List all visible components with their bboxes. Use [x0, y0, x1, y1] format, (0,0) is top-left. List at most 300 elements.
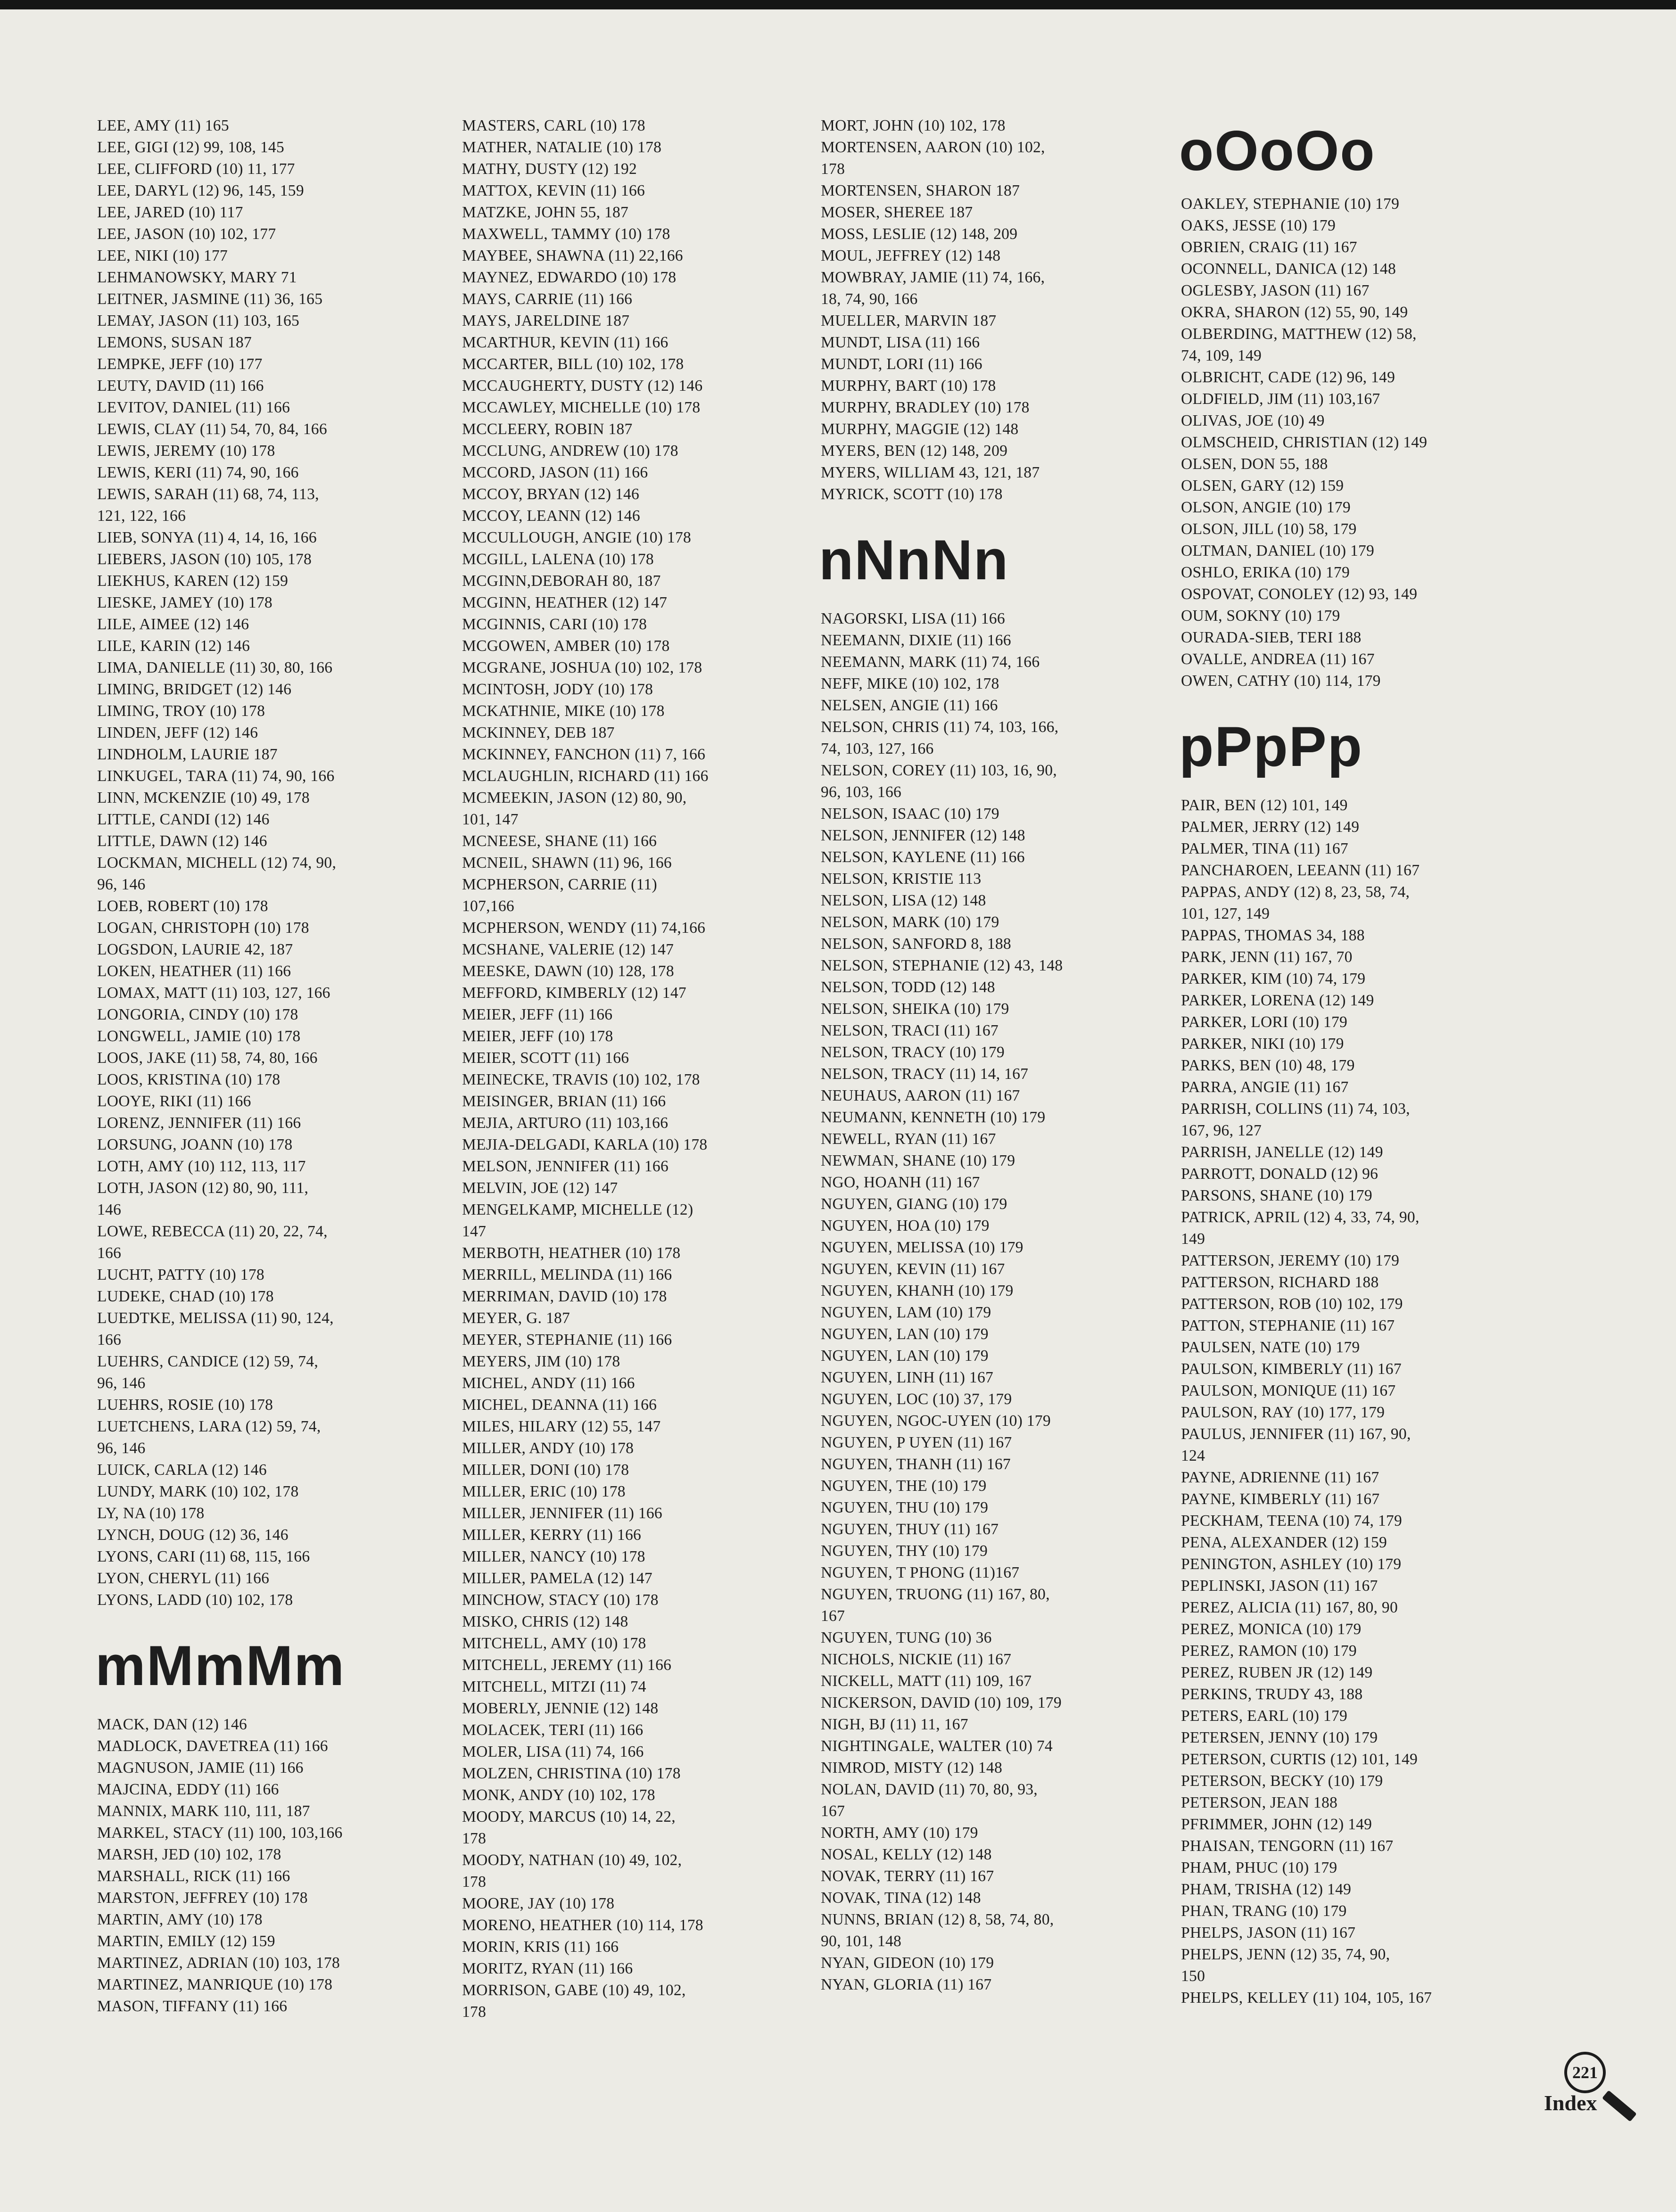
index-entry: MUNDT, LORI (11) 166 — [821, 355, 982, 373]
index-entry: MEJIA-DELGADI, KARLA (10) 178 — [462, 1136, 708, 1153]
index-entry: NGUYEN, KHANH (10) 179 — [821, 1282, 1014, 1299]
index-entry: PAULSON, KIMBERLY (11) 167 — [1181, 1360, 1402, 1378]
index-entry: LOOYE, RIKI (11) 166 — [97, 1093, 251, 1110]
index-entry: NICKELL, MATT (11) 109, 167 — [821, 1672, 1032, 1690]
index-entry: MCINTOSH, JODY (10) 178 — [462, 681, 653, 698]
index-entry: MERRIMAN, DAVID (10) 178 — [462, 1288, 667, 1305]
index-entry: LOTH, JASON (12) 80, 90, 111, 146 — [97, 1179, 309, 1218]
index-entry: PHELPS, KELLEY (11) 104, 105, 167 — [1181, 1989, 1432, 2006]
index-entry: MICHEL, DEANNA (11) 166 — [462, 1396, 657, 1414]
index-entry: LINDEN, JEFF (12) 146 — [97, 724, 258, 741]
index-entry: MISKO, CHRIS (12) 148 — [462, 1613, 628, 1630]
index-entry: NOVAK, TERRY (11) 167 — [821, 1867, 994, 1885]
index-entry: LIESKE, JAMEY (10) 178 — [97, 594, 272, 611]
index-entry: LEE, CLIFFORD (10) 11, 177 — [97, 160, 295, 178]
index-entry: NELSON, TRACY (11) 14, 167 — [821, 1065, 1029, 1083]
index-entry: MCCLEERY, ROBIN 187 — [462, 420, 633, 438]
index-entry: MOUL, JEFFREY (12) 148 — [821, 247, 1001, 264]
index-entry: PEREZ, RUBEN JR (12) 149 — [1181, 1664, 1373, 1681]
letter-heading-n: nNnNn — [819, 528, 1009, 592]
index-entry: MYERS, BEN (12) 148, 209 — [821, 442, 1008, 460]
index-entry: MOODY, MARCUS (10) 14, 22, 178 — [462, 1808, 676, 1847]
index-entry: NGUYEN, NGOC-UYEN (10) 179 — [821, 1412, 1051, 1430]
index-entry: LONGORIA, CINDY (10) 178 — [97, 1006, 298, 1023]
index-entry: MATTOX, KEVIN (11) 166 — [462, 182, 645, 199]
page-number-magnifier-icon — [1564, 2052, 1606, 2093]
entries-n — [821, 608, 1179, 1996]
index-entry: PENA, ALEXANDER (12) 159 — [1181, 1534, 1387, 1551]
index-entry: MCSHANE, VALERIE (12) 147 — [462, 941, 674, 958]
index-entry: NELSON, COREY (11) 103, 16, 90, 96, 103, 166 — [821, 762, 1057, 801]
index-entry: LIMING, TROY (10) 178 — [97, 702, 265, 720]
index-entry: MCPHERSON, WENDY (11) 74,166 — [462, 919, 706, 937]
index-entry: NICHOLS, NICKIE (11) 167 — [821, 1651, 1012, 1668]
index-entry: PECKHAM, TEENA (10) 74, 179 — [1181, 1512, 1403, 1529]
index-entry: PAPPAS, ANDY (12) 8, 23, 58, 74, 101, 127, 149 — [1181, 883, 1410, 922]
index-entry: MAJCINA, EDDY (11) 166 — [97, 1781, 279, 1798]
index-entry: PENINGTON, ASHLEY (10) 179 — [1181, 1555, 1402, 1573]
index-entry: PARRISH, COLLINS (11) 74, 103, 167, 96, 127 — [1181, 1100, 1410, 1139]
index-entry: MITCHELL, MITZI (11) 74 — [462, 1678, 646, 1695]
index-entry: MILLER, JENNIFER (11) 166 — [462, 1505, 662, 1522]
index-entry: MEFFORD, KIMBERLY (12) 147 — [462, 984, 686, 1002]
index-entry: MARTIN, AMY (10) 178 — [97, 1911, 263, 1928]
index-entry: LOCKMAN, MICHELL (12) 74, 90, 96, 146 — [97, 854, 337, 893]
index-entry: NYAN, GIDEON (10) 179 — [821, 1954, 994, 1972]
entries-m — [97, 1714, 455, 2017]
index-entry: MEINECKE, TRAVIS (10) 102, 178 — [462, 1071, 700, 1088]
index-entry: LEWIS, JEREMY (10) 178 — [97, 442, 275, 460]
index-entry: LOWE, REBECCA (11) 20, 22, 74, 166 — [97, 1223, 328, 1262]
index-entry: PEREZ, MONICA (10) 179 — [1181, 1620, 1362, 1638]
index-entry: LEE, DARYL (12) 96, 145, 159 — [97, 182, 304, 199]
index-entry: PHAISAN, TENGORN (11) 167 — [1181, 1837, 1394, 1855]
index-entry: LEMAY, JASON (11) 103, 165 — [97, 312, 300, 329]
index-entry: PAULSEN, NATE (10) 179 — [1181, 1339, 1360, 1356]
index-entry: MEYERS, JIM (10) 178 — [462, 1353, 620, 1370]
index-entry: MONK, ANDY (10) 102, 178 — [462, 1786, 655, 1804]
index-entry: LUDEKE, CHAD (10) 178 — [97, 1288, 274, 1305]
entries-m-end — [821, 115, 1179, 505]
index-entry: LYONS, LADD (10) 102, 178 — [97, 1591, 293, 1609]
index-entry: OSPOVAT, CONOLEY (12) 93, 149 — [1181, 585, 1418, 603]
index-entry: MURPHY, MAGGIE (12) 148 — [821, 420, 1019, 438]
index-entry: OLIVAS, JOE (10) 49 — [1181, 412, 1325, 429]
index-entry: MERBOTH, HEATHER (10) 178 — [462, 1244, 681, 1262]
index-entry: MARKEL, STACY (11) 100, 103,166 — [97, 1824, 343, 1842]
index-entry: LYON, CHERYL (11) 166 — [97, 1570, 270, 1587]
index-entry: NGUYEN, LINH (11) 167 — [821, 1369, 994, 1386]
index-entry: LEE, NIKI (10) 177 — [97, 247, 228, 264]
index-entry: NEEMANN, DIXIE (11) 166 — [821, 632, 1011, 649]
index-entry: NELSON, MARK (10) 179 — [821, 913, 999, 931]
top-edge-bar — [0, 0, 1676, 9]
index-entry: LUICK, CARLA (12) 146 — [97, 1461, 267, 1479]
index-entry: MEJIA, ARTURO (11) 103,166 — [462, 1114, 669, 1132]
index-entry: MCGILL, LALENA (10) 178 — [462, 551, 654, 568]
index-entry: MINCHOW, STACY (10) 178 — [462, 1591, 659, 1609]
index-entry: LOOS, KRISTINA (10) 178 — [97, 1071, 281, 1088]
index-entry: MEYER, STEPHANIE (11) 166 — [462, 1331, 672, 1349]
index-entry: LOGAN, CHRISTOPH (10) 178 — [97, 919, 309, 937]
index-entry: MCNEESE, SHANE (11) 166 — [462, 832, 657, 850]
index-entry: MORIN, KRIS (11) 166 — [462, 1938, 619, 1956]
index-entry: LIEKHUS, KAREN (12) 159 — [97, 572, 289, 590]
index-entry: MAYS, CARRIE (11) 166 — [462, 290, 633, 308]
index-entry: PATTERSON, ROB (10) 102, 179 — [1181, 1295, 1403, 1313]
index-entry: LEMONS, SUSAN 187 — [97, 334, 252, 351]
index-entry: MOLACEK, TERI (11) 166 — [462, 1721, 644, 1739]
index-entry: PATRICK, APRIL (12) 4, 33, 74, 90, 149 — [1181, 1209, 1420, 1248]
index-entry: LYONS, CARI (11) 68, 115, 166 — [97, 1548, 310, 1565]
index-entry: NELSON, JENNIFER (12) 148 — [821, 827, 1025, 844]
index-entry: PARKER, LORENA (12) 149 — [1181, 992, 1374, 1009]
letter-heading-p: pPpPp — [1179, 715, 1363, 778]
index-entry: LONGWELL, JAMIE (10) 178 — [97, 1028, 301, 1045]
index-entry: PARKS, BEN (10) 48, 179 — [1181, 1057, 1355, 1074]
index-entry: MCGINN, HEATHER (12) 147 — [462, 594, 668, 611]
index-entry: NGUYEN, GIANG (10) 179 — [821, 1195, 1007, 1213]
index-entry: NICKERSON, DAVID (10) 109, 179 — [821, 1694, 1062, 1711]
index-entry: LEVITOV, DANIEL (11) 166 — [97, 399, 290, 416]
index-entry: PATTON, STEPHANIE (11) 167 — [1181, 1317, 1395, 1334]
index-entry: MITCHELL, AMY (10) 178 — [462, 1635, 646, 1652]
index-entry: PETERS, EARL (10) 179 — [1181, 1707, 1348, 1725]
index-entry: MILLER, ERIC (10) 178 — [462, 1483, 626, 1500]
index-entry: OLMSCHEID, CHRISTIAN (12) 149 — [1181, 434, 1428, 451]
index-entry: NIGH, BJ (11) 11, 167 — [821, 1716, 968, 1733]
index-entry: PARKER, NIKI (10) 179 — [1181, 1035, 1344, 1053]
index-entry: PEREZ, RAMON (10) 179 — [1181, 1642, 1357, 1660]
index-entry: MILLER, PAMELA (12) 147 — [462, 1570, 652, 1587]
index-entry: LITTLE, CANDI (12) 146 — [97, 811, 270, 828]
index-column-2 — [462, 115, 820, 2023]
index-entry: NGUYEN, LAM (10) 179 — [821, 1304, 991, 1321]
index-entry: NGUYEN, THANH (11) 167 — [821, 1455, 1011, 1473]
index-entry: MCGINN,DEBORAH 80, 187 — [462, 572, 661, 590]
index-entry: MCCARTER, BILL (10) 102, 178 — [462, 355, 684, 373]
index-entry: MARTINEZ, ADRIAN (10) 103, 178 — [97, 1954, 340, 1972]
index-entry: MEYER, G. 187 — [462, 1309, 570, 1327]
index-entry: NGUYEN, T PHONG (11)167 — [821, 1564, 1020, 1581]
index-entry: MANNIX, MARK 110, 111, 187 — [97, 1802, 310, 1820]
index-entry: MCMEEKIN, JASON (12) 80, 90, 101, 147 — [462, 789, 687, 828]
index-entry: MCLAUGHLIN, RICHARD (11) 166 — [462, 767, 709, 785]
index-entry: NELSON, TRACY (10) 179 — [821, 1044, 1005, 1061]
index-entry: LITTLE, DAWN (12) 146 — [97, 832, 267, 850]
index-entry: OLSON, JILL (10) 58, 179 — [1181, 520, 1357, 538]
index-entry: NELSON, LISA (12) 148 — [821, 892, 986, 909]
index-entry: MCKATHNIE, MIKE (10) 178 — [462, 702, 665, 720]
index-entry: OGLESBY, JASON (11) 167 — [1181, 282, 1370, 299]
index-entry: MCCAUGHERTY, DUSTY (12) 146 — [462, 377, 703, 395]
index-entry: MORT, JOHN (10) 102, 178 — [821, 117, 1006, 134]
index-entry: NUNNS, BRIAN (12) 8, 58, 74, 80, 90, 101, 148 — [821, 1911, 1054, 1950]
index-entry: MOORE, JAY (10) 178 — [462, 1895, 615, 1912]
index-entry: MCNEIL, SHAWN (11) 96, 166 — [462, 854, 672, 872]
index-entry: LIEBERS, JASON (10) 105, 178 — [97, 551, 312, 568]
index-entry: OLBRICHT, CADE (12) 96, 149 — [1181, 369, 1395, 386]
index-entry: MCKINNEY, DEB 187 — [462, 724, 615, 741]
index-entry: OAKS, JESSE (10) 179 — [1181, 217, 1336, 234]
index-entry: NELSEN, ANGIE (11) 166 — [821, 697, 998, 714]
letter-heading-m: mMmMm — [95, 1634, 346, 1697]
index-entry: LUETCHENS, LARA (12) 59, 74, 96, 146 — [97, 1418, 321, 1457]
index-entry: OLSON, ANGIE (10) 179 — [1181, 499, 1351, 516]
index-entry: NEUHAUS, AARON (11) 167 — [821, 1087, 1020, 1104]
index-entry: LEMPKE, JEFF (10) 177 — [97, 355, 263, 373]
index-entry: LEHMANOWSKY, MARY 71 — [97, 269, 297, 286]
index-entry: LUEHRS, ROSIE (10) 178 — [97, 1396, 273, 1414]
entries-o — [1181, 193, 1539, 692]
index-entry: NELSON, STEPHANIE (12) 43, 148 — [821, 957, 1063, 974]
index-entry: PARKER, LORI (10) 179 — [1181, 1013, 1348, 1031]
index-entry: PETERSEN, JENNY (10) 179 — [1181, 1729, 1378, 1746]
index-entry: LOMAX, MATT (11) 103, 127, 166 — [97, 984, 330, 1002]
index-entry: OLDFIELD, JIM (11) 103,167 — [1181, 390, 1380, 408]
index-entry: MADLOCK, DAVETREA (11) 166 — [97, 1737, 328, 1755]
index-entry: MARTIN, EMILY (12) 159 — [97, 1932, 275, 1950]
index-entry: PETERSON, CURTIS (12) 101, 149 — [1181, 1751, 1418, 1768]
index-entry: MELSON, JENNIFER (11) 166 — [462, 1158, 669, 1175]
index-entry: MAGNUSON, JAMIE (11) 166 — [97, 1759, 304, 1776]
index-entry: LOGSDON, LAURIE 42, 187 — [97, 941, 293, 958]
index-entry: MCARTHUR, KEVIN (11) 166 — [462, 334, 669, 351]
index-entry: PHAM, PHUC (10) 179 — [1181, 1859, 1337, 1876]
index-entry: NELSON, ISAAC (10) 179 — [821, 805, 999, 822]
index-column-4 — [1181, 115, 1539, 2009]
index-entry: NELSON, TODD (12) 148 — [821, 979, 995, 996]
index-entry: MILES, HILARY (12) 55, 147 — [462, 1418, 661, 1435]
index-entry: NGUYEN, TRUONG (11) 167, 80, 167 — [821, 1586, 1050, 1625]
entries-p — [1181, 795, 1539, 2009]
index-entry: LOTH, AMY (10) 112, 113, 117 — [97, 1158, 306, 1175]
index-entry: OVALLE, ANDREA (11) 167 — [1181, 650, 1375, 668]
index-entry: OKRA, SHARON (12) 55, 90, 149 — [1181, 304, 1408, 321]
index-entry: LILE, AIMEE (12) 146 — [97, 616, 249, 633]
index-entry: NGUYEN, LAN (10) 179 — [821, 1347, 989, 1365]
index-entry: MOWBRAY, JAMIE (11) 74, 166, 18, 74, 90, 166 — [821, 269, 1045, 308]
index-entry: NGUYEN, KEVIN (11) 167 — [821, 1260, 1005, 1278]
index-entry: NEWMAN, SHANE (10) 179 — [821, 1152, 1016, 1169]
index-entry: MARSH, JED (10) 102, 178 — [97, 1846, 281, 1863]
index-entry: MCCOY, BRYAN (12) 146 — [462, 485, 640, 503]
index-entry: PEPLINSKI, JASON (11) 167 — [1181, 1577, 1378, 1595]
index-entry: LEE, JASON (10) 102, 177 — [97, 225, 276, 243]
index-entry: PARK, JENN (11) 167, 70 — [1181, 948, 1353, 966]
index-entry: PARROTT, DONALD (12) 96 — [1181, 1165, 1379, 1183]
index-entry: MCGINNIS, CARI (10) 178 — [462, 616, 647, 633]
index-entry: NGUYEN, THU (10) 179 — [821, 1499, 989, 1516]
index-entry: PHELPS, JASON (11) 167 — [1181, 1924, 1356, 1941]
index-entry: PAYNE, KIMBERLY (11) 167 — [1181, 1490, 1380, 1508]
index-entry: MAXWELL, TAMMY (10) 178 — [462, 225, 670, 243]
index-entry: MILLER, ANDY (10) 178 — [462, 1439, 634, 1457]
index-entry: MURPHY, BART (10) 178 — [821, 377, 996, 395]
index-entry: NGUYEN, HOA (10) 179 — [821, 1217, 990, 1234]
index-entry: NYAN, GLORIA (11) 167 — [821, 1976, 992, 1993]
index-entry: LILE, KARIN (12) 146 — [97, 637, 250, 655]
index-entry: OBRIEN, CRAIG (11) 167 — [1181, 238, 1357, 256]
index-entry: PATTERSON, RICHARD 188 — [1181, 1274, 1379, 1291]
index-entry: NGO, HOANH (11) 167 — [821, 1174, 980, 1191]
index-entry: LUEDTKE, MELISSA (11) 90, 124, 166 — [97, 1309, 334, 1349]
entries-m-cont — [462, 115, 820, 2023]
index-entry: PARRA, ANGIE (11) 167 — [1181, 1078, 1349, 1096]
index-entry: PHELPS, JENN (12) 35, 74, 90, 150 — [1181, 1946, 1390, 1985]
index-entry: LEWIS, KERI (11) 74, 90, 166 — [97, 464, 299, 481]
page-number: 221 — [1572, 2063, 1598, 2082]
index-entry: MARSHALL, RICK (11) 166 — [97, 1867, 290, 1885]
index-entry: MEISINGER, BRIAN (11) 166 — [462, 1093, 666, 1110]
index-entry: MATHER, NATALIE (10) 178 — [462, 139, 662, 156]
index-entry: PARKER, KIM (10) 74, 179 — [1181, 970, 1366, 987]
index-entry: NGUYEN, LOC (10) 37, 179 — [821, 1390, 1012, 1408]
index-entry: MICHEL, ANDY (11) 166 — [462, 1374, 635, 1392]
index-entry: OLTMAN, DANIEL (10) 179 — [1181, 542, 1375, 559]
index-entry: PHAM, TRISHA (12) 149 — [1181, 1881, 1352, 1898]
index-entry: LUNDY, MARK (10) 102, 178 — [97, 1483, 299, 1500]
index-entry: LOEB, ROBERT (10) 178 — [97, 897, 268, 915]
index-entry: LORSUNG, JOANN (10) 178 — [97, 1136, 293, 1153]
index-entry: NELSON, TRACI (11) 167 — [821, 1022, 999, 1039]
index-entry: MEIER, JEFF (10) 178 — [462, 1028, 613, 1045]
index-entry: NOLAN, DAVID (11) 70, 80, 93, 167 — [821, 1781, 1038, 1820]
index-entry: NELSON, SANFORD 8, 188 — [821, 935, 1011, 953]
index-entry: OLSEN, GARY (12) 159 — [1181, 477, 1344, 494]
index-entry: OAKLEY, STEPHANIE (10) 179 — [1181, 195, 1400, 213]
index-entry: NIMROD, MISTY (12) 148 — [821, 1759, 1003, 1776]
index-entry: MCCAWLEY, MICHELLE (10) 178 — [462, 399, 701, 416]
index-entry: MOSER, SHEREE 187 — [821, 204, 973, 221]
index-entry: LORENZ, JENNIFER (11) 166 — [97, 1114, 301, 1132]
index-entry: MASTERS, CARL (10) 178 — [462, 117, 645, 134]
index-entry: NOVAK, TINA (12) 148 — [821, 1889, 981, 1907]
index-entry: MATHY, DUSTY (12) 192 — [462, 160, 637, 178]
index-entry: PARSONS, SHANE (10) 179 — [1181, 1187, 1372, 1204]
index-entry: NOSAL, KELLY (12) 148 — [821, 1846, 992, 1863]
index-entry: MCPHERSON, CARRIE (11) 107,166 — [462, 876, 657, 915]
index-entry: LUCHT, PATTY (10) 178 — [97, 1266, 264, 1283]
index-entry: LEUTY, DAVID (11) 166 — [97, 377, 264, 395]
index-entry: MAYNEZ, EDWARDO (10) 178 — [462, 269, 677, 286]
index-entry: LEE, GIGI (12) 99, 108, 145 — [97, 139, 284, 156]
index-entry: LINDHOLM, LAURIE 187 — [97, 746, 278, 763]
index-entry: LIMA, DANIELLE (11) 30, 80, 166 — [97, 659, 333, 676]
index-entry: MACK, DAN (12) 146 — [97, 1716, 248, 1733]
index-entry: MORENO, HEATHER (10) 114, 178 — [462, 1916, 703, 1934]
index-entry: PAULSON, MONIQUE (11) 167 — [1181, 1382, 1396, 1399]
index-entry: MERRILL, MELINDA (11) 166 — [462, 1266, 672, 1283]
index-entry: OLSEN, DON 55, 188 — [1181, 455, 1328, 473]
index-entry: MEESKE, DAWN (10) 128, 178 — [462, 962, 674, 980]
index-entry: OUM, SOKNY (10) 179 — [1181, 607, 1340, 625]
index-entry: OSHLO, ERIKA (10) 179 — [1181, 564, 1350, 581]
index-entry: MYERS, WILLIAM 43, 121, 187 — [821, 464, 1040, 481]
index-entry: MARTINEZ, MANRIQUE (10) 178 — [97, 1976, 333, 1993]
index-entry: PERKINS, TRUDY 43, 188 — [1181, 1686, 1363, 1703]
index-entry: MORRISON, GABE (10) 49, 102, 178 — [462, 1982, 686, 2021]
index-entry: MCCULLOUGH, ANGIE (10) 178 — [462, 529, 692, 546]
index-entry: MCCOY, LEANN (12) 146 — [462, 507, 640, 525]
entries-l — [97, 115, 455, 1611]
index-entry: PFRIMMER, JOHN (12) 149 — [1181, 1816, 1372, 1833]
index-entry: NGUYEN, P UYEN (11) 167 — [821, 1434, 1012, 1451]
index-entry: MILLER, NANCY (10) 178 — [462, 1548, 645, 1565]
index-entry: PEREZ, ALICIA (11) 167, 80, 90 — [1181, 1599, 1398, 1616]
index-entry: PALMER, JERRY (12) 149 — [1181, 818, 1360, 836]
index-entry: LEWIS, SARAH (11) 68, 74, 113, 121, 122, 166 — [97, 485, 319, 525]
index-entry: MATZKE, JOHN 55, 187 — [462, 204, 629, 221]
index-entry: NELSON, KAYLENE (11) 166 — [821, 848, 1025, 866]
index-entry: MEIER, JEFF (11) 166 — [462, 1006, 613, 1023]
index-entry: PETERSON, JEAN 188 — [1181, 1794, 1338, 1811]
index-entry: MILLER, DONI (10) 178 — [462, 1461, 629, 1479]
index-entry: NEFF, MIKE (10) 102, 178 — [821, 675, 999, 692]
index-entry: LUEHRS, CANDICE (12) 59, 74, 96, 146 — [97, 1353, 319, 1392]
index-entry: OWEN, CATHY (10) 114, 179 — [1181, 672, 1381, 690]
index-entry: MCKINNEY, FANCHON (11) 7, 166 — [462, 746, 706, 763]
index-entry: LEE, JARED (10) 117 — [97, 204, 243, 221]
index-entry: PAYNE, ADRIENNE (11) 167 — [1181, 1469, 1379, 1486]
index-column-3 — [821, 115, 1179, 1996]
index-entry: NEEMANN, MARK (11) 74, 166 — [821, 653, 1040, 671]
index-entry: MAYS, JARELDINE 187 — [462, 312, 630, 329]
index-entry: MURPHY, BRADLEY (10) 178 — [821, 399, 1030, 416]
index-entry: LYNCH, DOUG (12) 36, 146 — [97, 1526, 289, 1544]
index-entry: MUNDT, LISA (11) 166 — [821, 334, 980, 351]
index-entry: NGUYEN, TUNG (10) 36 — [821, 1629, 992, 1646]
index-entry: MORTENSEN, SHARON 187 — [821, 182, 1020, 199]
index-entry: NEUMANN, KENNETH (10) 179 — [821, 1109, 1046, 1126]
index-entry: LINKUGEL, TARA (11) 74, 90, 166 — [97, 767, 335, 785]
index-entry: NELSON, SHEIKA (10) 179 — [821, 1000, 1009, 1018]
index-entry: MOODY, NATHAN (10) 49, 102, 178 — [462, 1851, 682, 1891]
index-entry: OURADA-SIEB, TERI 188 — [1181, 629, 1362, 646]
index-entry: MILLER, KERRY (11) 166 — [462, 1526, 642, 1544]
index-entry: PAULUS, JENNIFER (11) 167, 90, 124 — [1181, 1425, 1411, 1464]
index-entry: MYRICK, SCOTT (10) 178 — [821, 485, 1003, 503]
index-entry: LINN, MCKENZIE (10) 49, 178 — [97, 789, 310, 806]
index-entry: MELVIN, JOE (12) 147 — [462, 1179, 618, 1197]
index-entry: NORTH, AMY (10) 179 — [821, 1824, 978, 1842]
index-entry: NAGORSKI, LISA (11) 166 — [821, 610, 1005, 627]
index-entry: PHAN, TRANG (10) 179 — [1181, 1902, 1347, 1920]
index-entry: LY, NA (10) 178 — [97, 1505, 205, 1522]
magnifier-handle-icon — [1602, 2090, 1637, 2122]
index-entry: PALMER, TINA (11) 167 — [1181, 840, 1348, 857]
index-entry: NIGHTINGALE, WALTER (10) 74 — [821, 1737, 1053, 1755]
section-label: Index — [1544, 2091, 1597, 2115]
index-entry: MUELLER, MARVIN 187 — [821, 312, 997, 329]
index-entry: LOKEN, HEATHER (11) 166 — [97, 962, 291, 980]
index-entry: PANCHAROEN, LEEANN (11) 167 — [1181, 862, 1420, 879]
index-entry: MASON, TIFFANY (11) 166 — [97, 1998, 288, 2015]
index-entry: NGUYEN, MELISSA (10) 179 — [821, 1239, 1024, 1256]
index-entry: MITCHELL, JEREMY (11) 166 — [462, 1656, 672, 1674]
index-column-1 — [97, 115, 455, 2017]
index-entry: LEITNER, JASMINE (11) 36, 165 — [97, 290, 323, 308]
index-entry: MARSTON, JEFFREY (10) 178 — [97, 1889, 308, 1907]
index-entry: MAYBEE, SHAWNA (11) 22,166 — [462, 247, 683, 264]
index-entry: OLBERDING, MATTHEW (12) 58, 74, 109, 149 — [1181, 325, 1417, 364]
index-entry: PAIR, BEN (12) 101, 149 — [1181, 797, 1348, 814]
index-entry: NGUYEN, THY (10) 179 — [821, 1542, 988, 1560]
index-entry: LIEB, SONYA (11) 4, 14, 16, 166 — [97, 529, 317, 546]
index-entry: NELSON, KRISTIE 113 — [821, 870, 982, 888]
index-entry: MCGOWEN, AMBER (10) 178 — [462, 637, 670, 655]
index-entry: MENGELKAMP, MICHELLE (12) 147 — [462, 1201, 694, 1240]
